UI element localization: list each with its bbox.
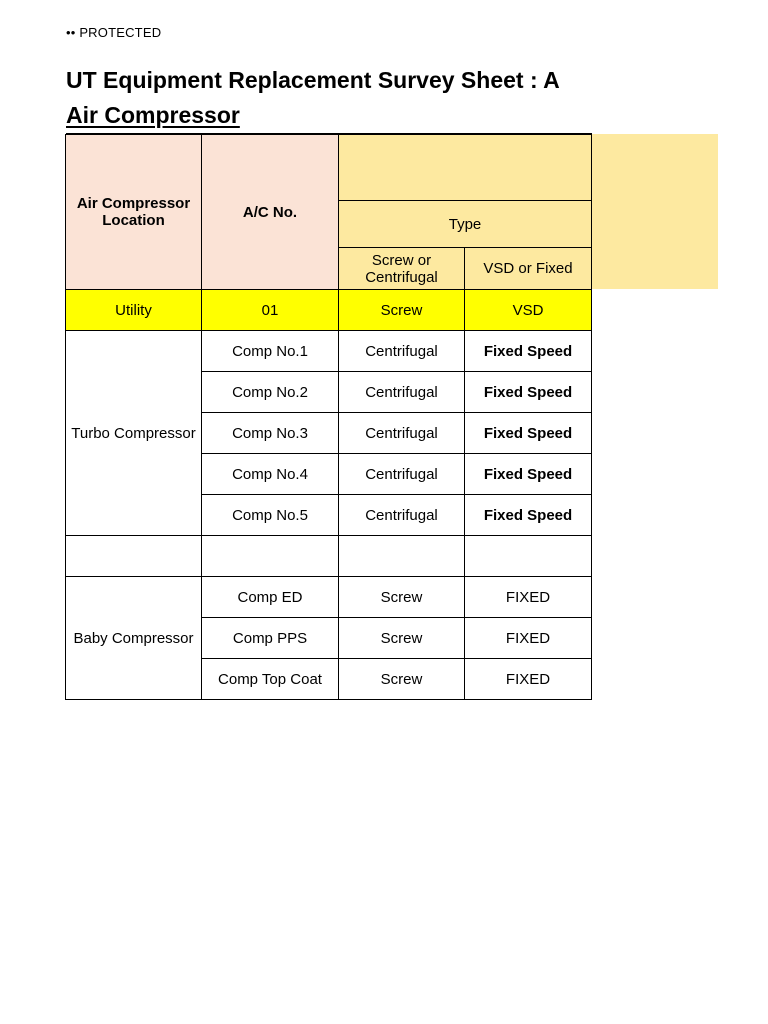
cell-drive: FIXED bbox=[465, 577, 592, 618]
cell-empty bbox=[202, 536, 339, 577]
cell-ac-no: Comp No.2 bbox=[202, 372, 339, 413]
cell-ac-no: Comp PPS bbox=[202, 618, 339, 659]
cell-empty bbox=[339, 536, 465, 577]
cell-type: Centrifugal bbox=[339, 454, 465, 495]
cell-ac-no: 01 bbox=[202, 290, 339, 331]
cell-drive: Fixed Speed bbox=[465, 454, 592, 495]
table-row bbox=[66, 577, 592, 618]
cell-type: Centrifugal bbox=[339, 331, 465, 372]
header-blank bbox=[339, 135, 592, 201]
cell-ac-no: Comp No.4 bbox=[202, 454, 339, 495]
header-location: Air Compressor Location bbox=[66, 135, 202, 290]
cell-ac-no: Comp No.5 bbox=[202, 495, 339, 536]
classification-label: •• PROTECTED bbox=[66, 25, 162, 40]
cell-ac-no: Comp No.1 bbox=[202, 331, 339, 372]
cell-type: Centrifugal bbox=[339, 372, 465, 413]
header-ac-no: A/C No. bbox=[202, 135, 339, 290]
cell-drive: Fixed Speed bbox=[465, 495, 592, 536]
cell-type: Screw bbox=[339, 577, 465, 618]
cell-location: Baby Compressor bbox=[66, 577, 202, 700]
table-row bbox=[66, 331, 592, 372]
cell-location: Turbo Compressor bbox=[66, 331, 202, 536]
cell-type: Screw bbox=[339, 290, 465, 331]
cell-ac-no: Comp No.3 bbox=[202, 413, 339, 454]
cell-empty bbox=[465, 536, 592, 577]
header-vsd-fixed: VSD or Fixed bbox=[465, 248, 592, 290]
table-row bbox=[66, 290, 592, 331]
cell-ac-no: Comp Top Coat bbox=[202, 659, 339, 700]
table-header-row bbox=[66, 135, 592, 201]
header-type: Type bbox=[339, 201, 592, 248]
section-title: Air Compressor bbox=[66, 102, 240, 128]
cell-drive: FIXED bbox=[465, 659, 592, 700]
cell-drive: Fixed Speed bbox=[465, 372, 592, 413]
cell-drive: Fixed Speed bbox=[465, 331, 592, 372]
survey-table bbox=[65, 134, 592, 700]
page-title: UT Equipment Replacement Survey Sheet : A bbox=[66, 67, 560, 93]
cell-drive: FIXED bbox=[465, 618, 592, 659]
cell-empty bbox=[66, 536, 202, 577]
cell-type: Centrifugal bbox=[339, 413, 465, 454]
table-row-empty bbox=[66, 536, 592, 577]
cell-drive: Fixed Speed bbox=[465, 413, 592, 454]
cell-type: Centrifugal bbox=[339, 495, 465, 536]
cell-drive: VSD bbox=[465, 290, 592, 331]
cell-type: Screw bbox=[339, 618, 465, 659]
header-screw-centrifugal: Screw or Centrifugal bbox=[339, 248, 465, 290]
cell-location: Utility bbox=[66, 290, 202, 331]
cell-ac-no: Comp ED bbox=[202, 577, 339, 618]
cell-type: Screw bbox=[339, 659, 465, 700]
